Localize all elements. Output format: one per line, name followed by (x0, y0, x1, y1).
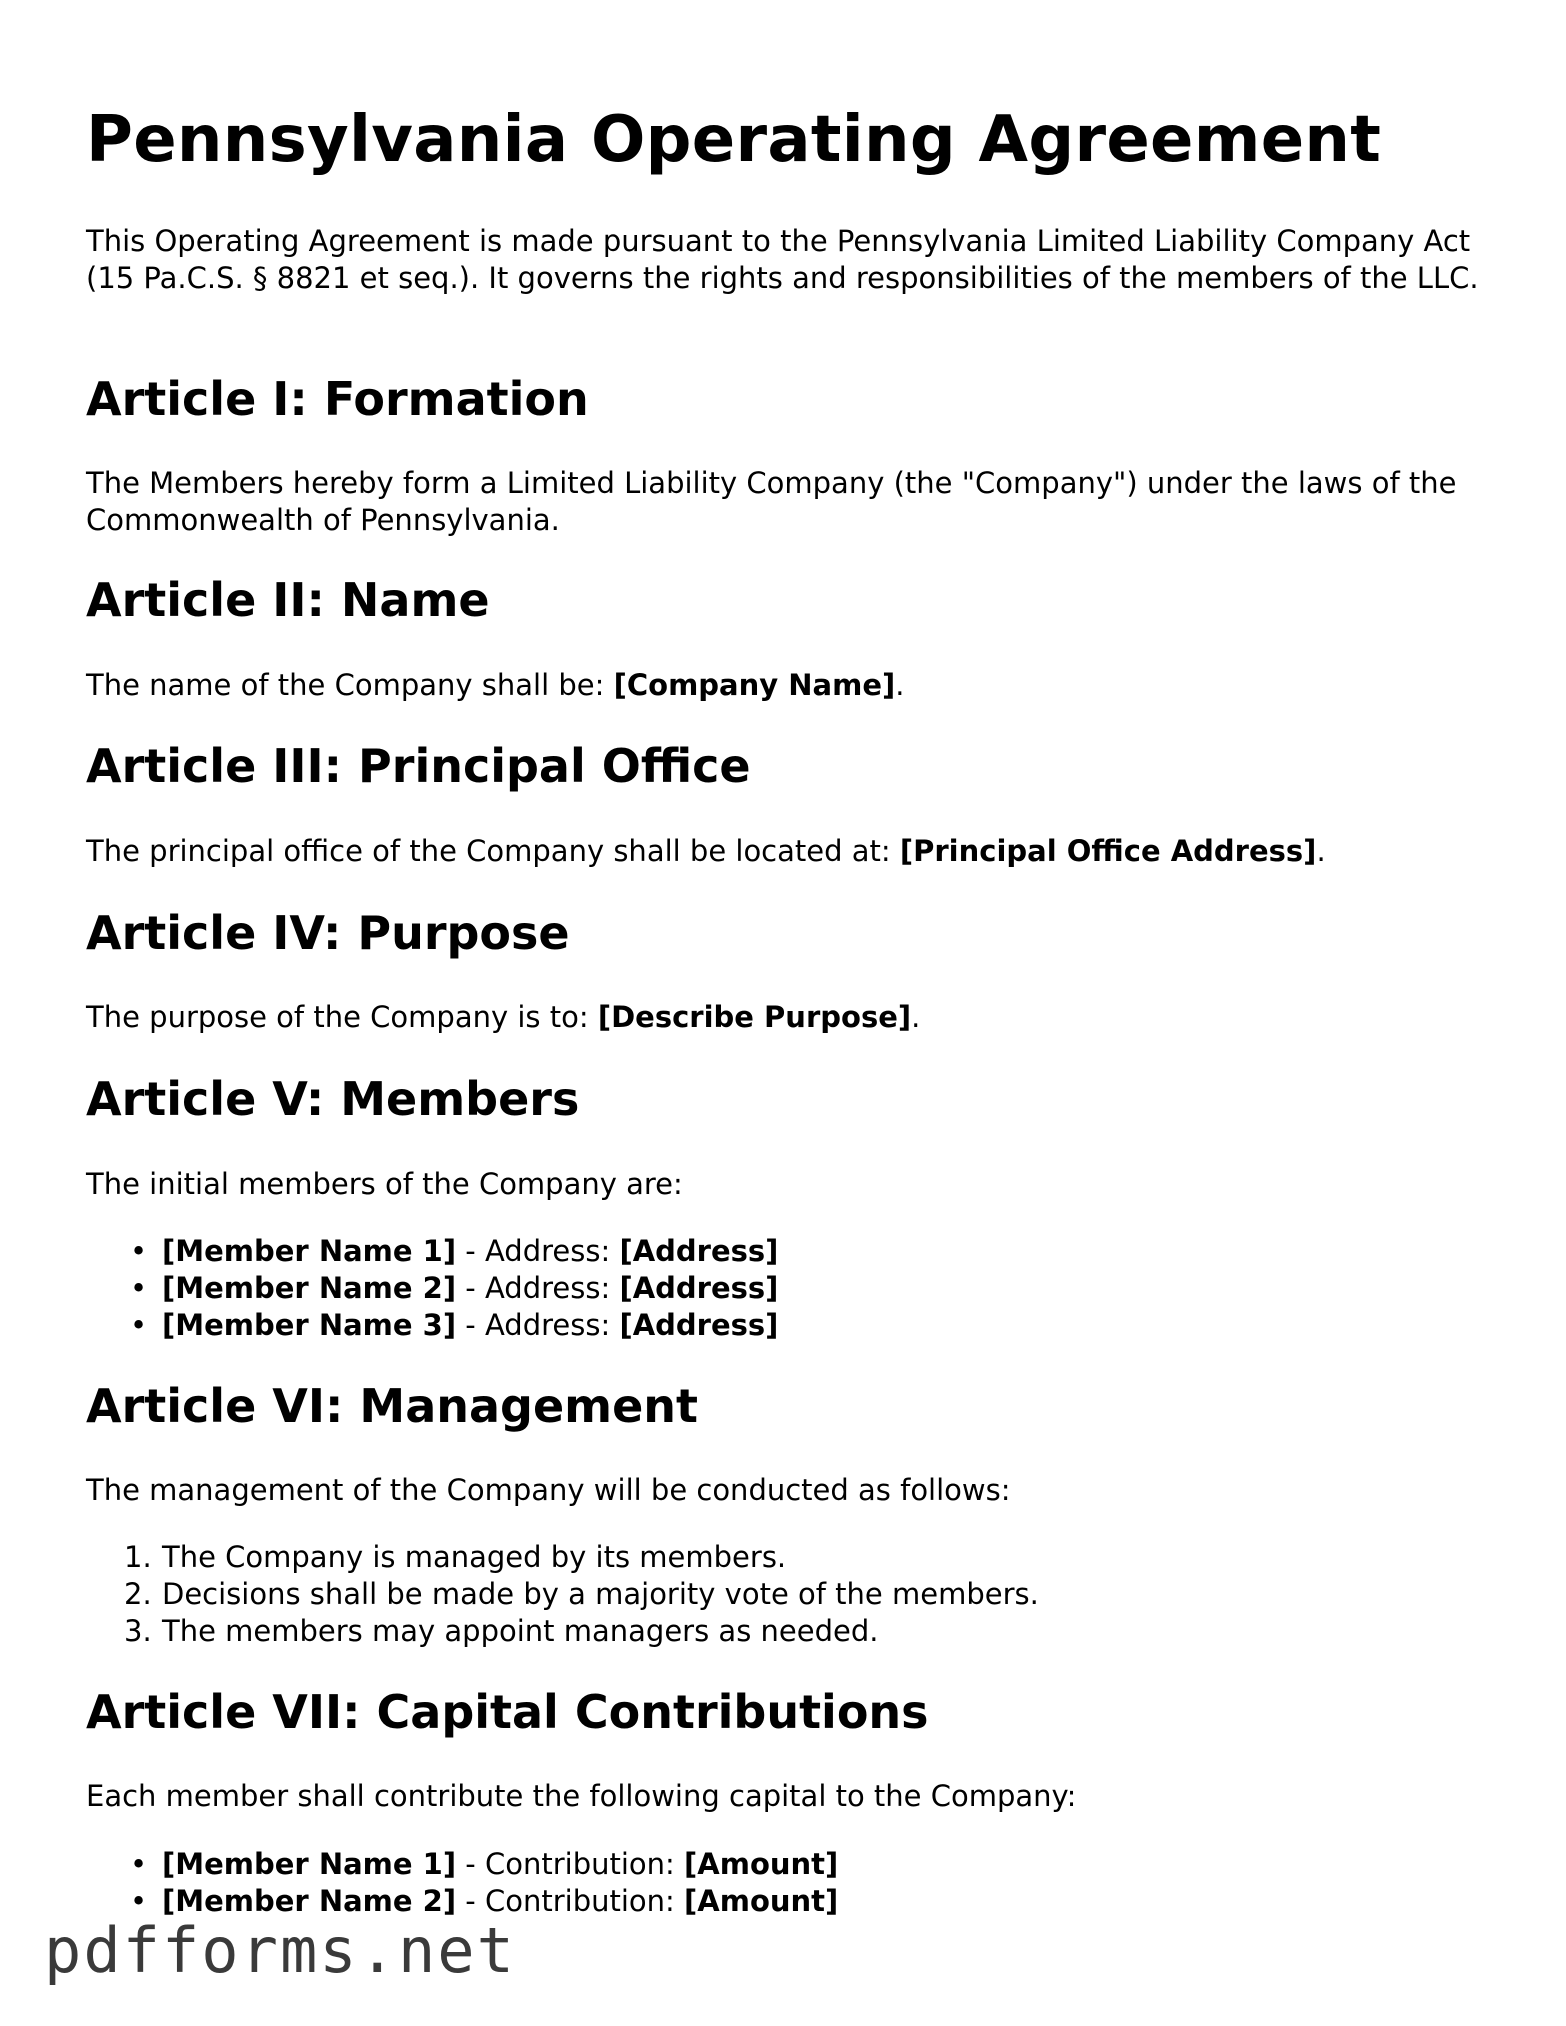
list-item (86, 1846, 838, 1883)
member-label: - Address: (456, 1234, 620, 1268)
contribution-label: - Contribution: (456, 1884, 685, 1918)
article-2-text (86, 667, 1486, 704)
list-number: 3. (124, 1614, 152, 1648)
list-item (86, 1539, 1039, 1576)
article-3-text (86, 833, 1486, 870)
article-2-heading: Article II: Name (86, 573, 490, 627)
article-2-lead: The name of the Company shall be: (86, 668, 614, 702)
member-address: [Address] (619, 1308, 779, 1342)
list-item (86, 1613, 1039, 1650)
member-address: [Address] (619, 1271, 779, 1305)
article-1-heading: Article I: Formation (86, 372, 589, 426)
member-label: - Address: (456, 1308, 620, 1342)
member-name: [Member Name 1] (162, 1847, 457, 1881)
list-number: 1. (124, 1540, 152, 1574)
article-6-heading: Article VI: Management (86, 1379, 699, 1433)
list-number: 2. (124, 1577, 152, 1611)
article-2-suffix: . (895, 668, 905, 702)
member-address: [Address] (619, 1234, 779, 1268)
article-3-suffix: . (1316, 834, 1326, 868)
company-name-placeholder: [Company Name] (613, 668, 896, 702)
list-item (86, 1576, 1039, 1613)
list-item (86, 1233, 778, 1270)
article-1-text: The Members hereby form a Limited Liability Company (the "Company") under the laws of the Commonwealth of Pennsylvania. (86, 466, 1457, 537)
contribution-amount: [Amount] (684, 1884, 839, 1918)
management-list (86, 1539, 1039, 1650)
article-5-heading: Article V: Members (86, 1072, 580, 1126)
purpose-placeholder: [Describe Purpose] (597, 1000, 912, 1034)
article-4-text (86, 999, 1486, 1036)
office-address-placeholder: [Principal Office Address] (899, 834, 1317, 868)
article-4-lead: The purpose of the Company is to: (86, 1000, 598, 1034)
contributions-list (86, 1846, 838, 1920)
article-7-heading: Article VII: Capital Contributions (86, 1685, 929, 1739)
contribution-label: - Contribution: (456, 1847, 685, 1881)
member-name: [Member Name 2] (162, 1271, 457, 1305)
intro-paragraph: This Operating Agreement is made pursuant to the Pennsylvania Limited Liability Company Act (15 Pa.C.S. § 8821 et seq.). It governs the rights and responsibilities of the members of the LLC. (86, 224, 1479, 295)
list-text: Decisions shall be made by a majority vote of the members. (162, 1577, 1039, 1611)
article-7-text: Each member shall contribute the following capital to the Company: (86, 1779, 1077, 1813)
list-text: The members may appoint managers as needed. (162, 1614, 879, 1648)
member-name: [Member Name 1] (162, 1234, 457, 1268)
article-3-lead: The principal office of the Company shall be located at: (86, 834, 900, 868)
member-name: [Member Name 3] (162, 1308, 457, 1342)
article-4-heading: Article IV: Purpose (86, 906, 570, 960)
article-5-text: The initial members of the Company are: (86, 1167, 683, 1201)
member-name: [Member Name 2] (162, 1884, 457, 1918)
article-6-text: The management of the Company will be conducted as follows: (86, 1473, 1011, 1507)
list-item (86, 1307, 778, 1344)
article-4-suffix: . (911, 1000, 921, 1034)
list-text: The Company is managed by its members. (162, 1540, 787, 1574)
list-item (86, 1270, 778, 1307)
document-title: Pennsylvania Operating Agreement (86, 103, 1382, 177)
watermark-logo: pdfforms.net (44, 1914, 516, 1987)
contribution-amount: [Amount] (684, 1847, 839, 1881)
member-label: - Address: (456, 1271, 620, 1305)
article-3-heading: Article III: Principal Office (86, 739, 751, 793)
members-list (86, 1233, 778, 1344)
